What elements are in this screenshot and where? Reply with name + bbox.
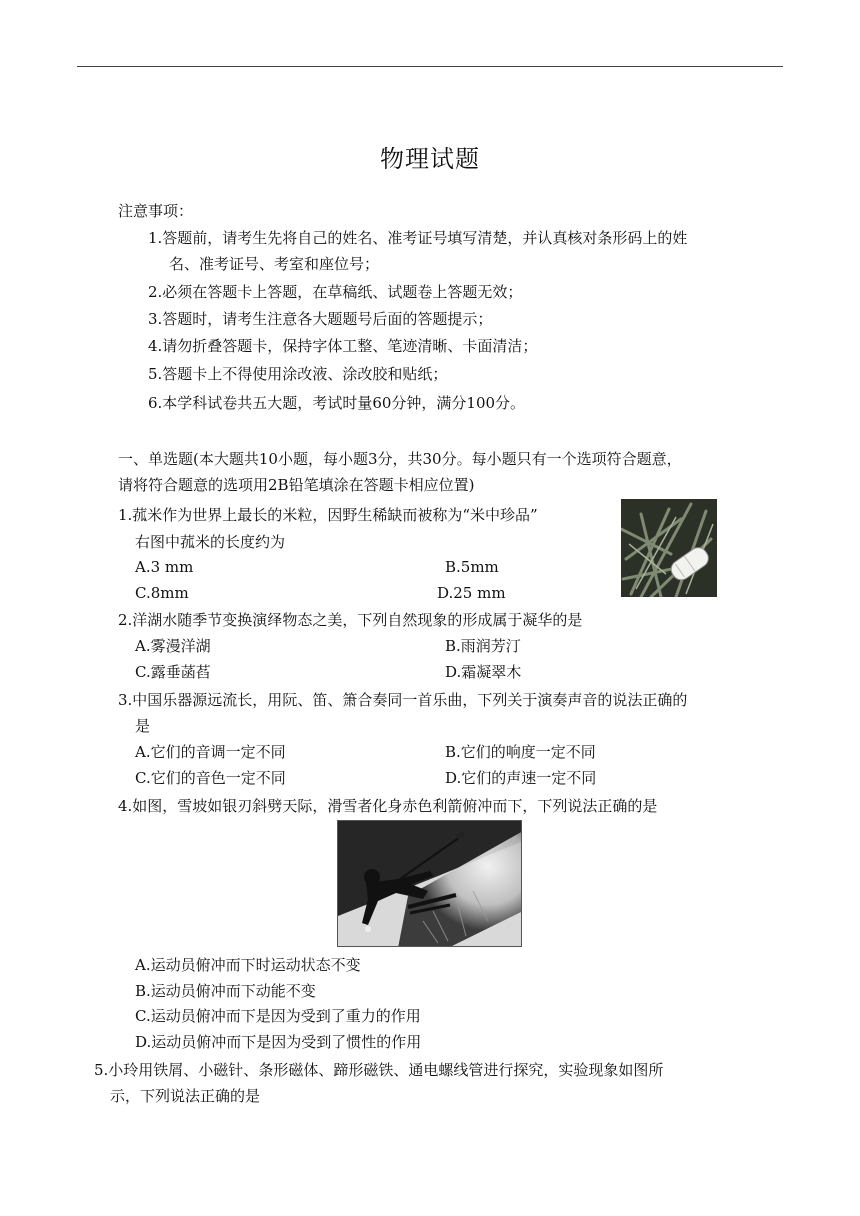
- wild-rice-photo: [621, 499, 717, 597]
- question-1-option-a: A.3 mm: [135, 558, 194, 576]
- section-heading: 一、单选题(本大题共10小题，每小题3分，共30分。每小题只有一个选项符合题意，: [118, 450, 682, 468]
- question-4-option-c: C.运动员俯冲而下是因为受到了重力的作用: [135, 1007, 421, 1025]
- question-4-option-b: B.运动员俯冲而下动能不变: [135, 982, 316, 1000]
- question-2-option-d: D.霜凝翠木: [445, 663, 522, 681]
- header-rule: [77, 66, 783, 67]
- page-title: 物理试题: [380, 145, 480, 173]
- notice-item-4: 4.请勿折叠答题卡，保持字体工整、笔迹清晰、卡面清洁；: [148, 337, 538, 355]
- question-5-stem-cont: 示，下列说法正确的是: [110, 1087, 261, 1105]
- notice-heading: 注意事项：: [118, 202, 194, 220]
- question-1-stem-cont: 右图中菰米的长度约为: [135, 533, 286, 551]
- question-2-option-b: B.雨润芳汀: [445, 637, 521, 655]
- question-3-option-d: D.它们的声速一定不同: [445, 769, 597, 787]
- section-heading-cont: 请将符合题意的选项用2B铅笔填涂在答题卡相应位置): [118, 476, 475, 494]
- question-1-option-c: C.8mm: [135, 584, 189, 602]
- question-5-stem: 5.小玲用铁屑、小磁针、条形磁体、蹄形磁铁、通电螺线管进行探究，实验现象如图所: [94, 1061, 664, 1079]
- notice-item-1-cont: 名、准考证号、考室和座位号；: [169, 255, 380, 273]
- question-1-option-d: D.25 mm: [437, 584, 506, 602]
- question-3-option-a: A.它们的音调一定不同: [135, 743, 286, 761]
- question-4-option-a: A.运动员俯冲而下时运动状态不变: [135, 956, 361, 974]
- question-3-stem: 3.中国乐器源远流长，用阮、笛、箫合奏同一首乐曲，下列关于演奏声音的说法正确的: [118, 691, 688, 709]
- question-1-option-b: B.5mm: [445, 558, 499, 576]
- question-4-stem: 4.如图，雪坡如银刃斜劈天际，滑雪者化身赤色利箭俯冲而下，下列说法正确的是: [118, 797, 658, 815]
- notice-item-2: 2.必须在答题卡上答题，在草稿纸、试题卷上答题无效；: [148, 283, 523, 301]
- notice-item-3: 3.答题时，请考生注意各大题题号后面的答题提示；: [148, 310, 493, 328]
- notice-item-1: 1.答题前，请考生先将自己的姓名、准考证号填写清楚，并认真核对条形码上的姓: [148, 229, 688, 247]
- question-3-option-b: B.它们的响度一定不同: [445, 743, 596, 761]
- question-1-stem: 1.菰米作为世界上最长的米粒，因野生稀缺而被称为“米中珍品”: [118, 506, 538, 524]
- notice-item-6: 6.本学科试卷共五大题，考试时量60分钟，满分100分。: [148, 394, 526, 412]
- question-3-stem-cont: 是: [135, 717, 151, 735]
- question-2-option-c: C.露垂菡萏: [135, 663, 211, 681]
- question-4-option-d: D.运动员俯冲而下是因为受到了惯性的作用: [135, 1033, 422, 1051]
- notice-item-5: 5.答题卡上不得使用涂改液、涂改胶和贴纸；: [148, 365, 448, 383]
- question-2-stem: 2.洋湖水随季节变换演绎物态之美，下列自然现象的形成属于凝华的是: [118, 611, 583, 629]
- question-2-option-a: A.雾漫洋湖: [135, 637, 211, 655]
- question-3-option-c: C.它们的音色一定不同: [135, 769, 286, 787]
- skier-photo: [337, 820, 522, 947]
